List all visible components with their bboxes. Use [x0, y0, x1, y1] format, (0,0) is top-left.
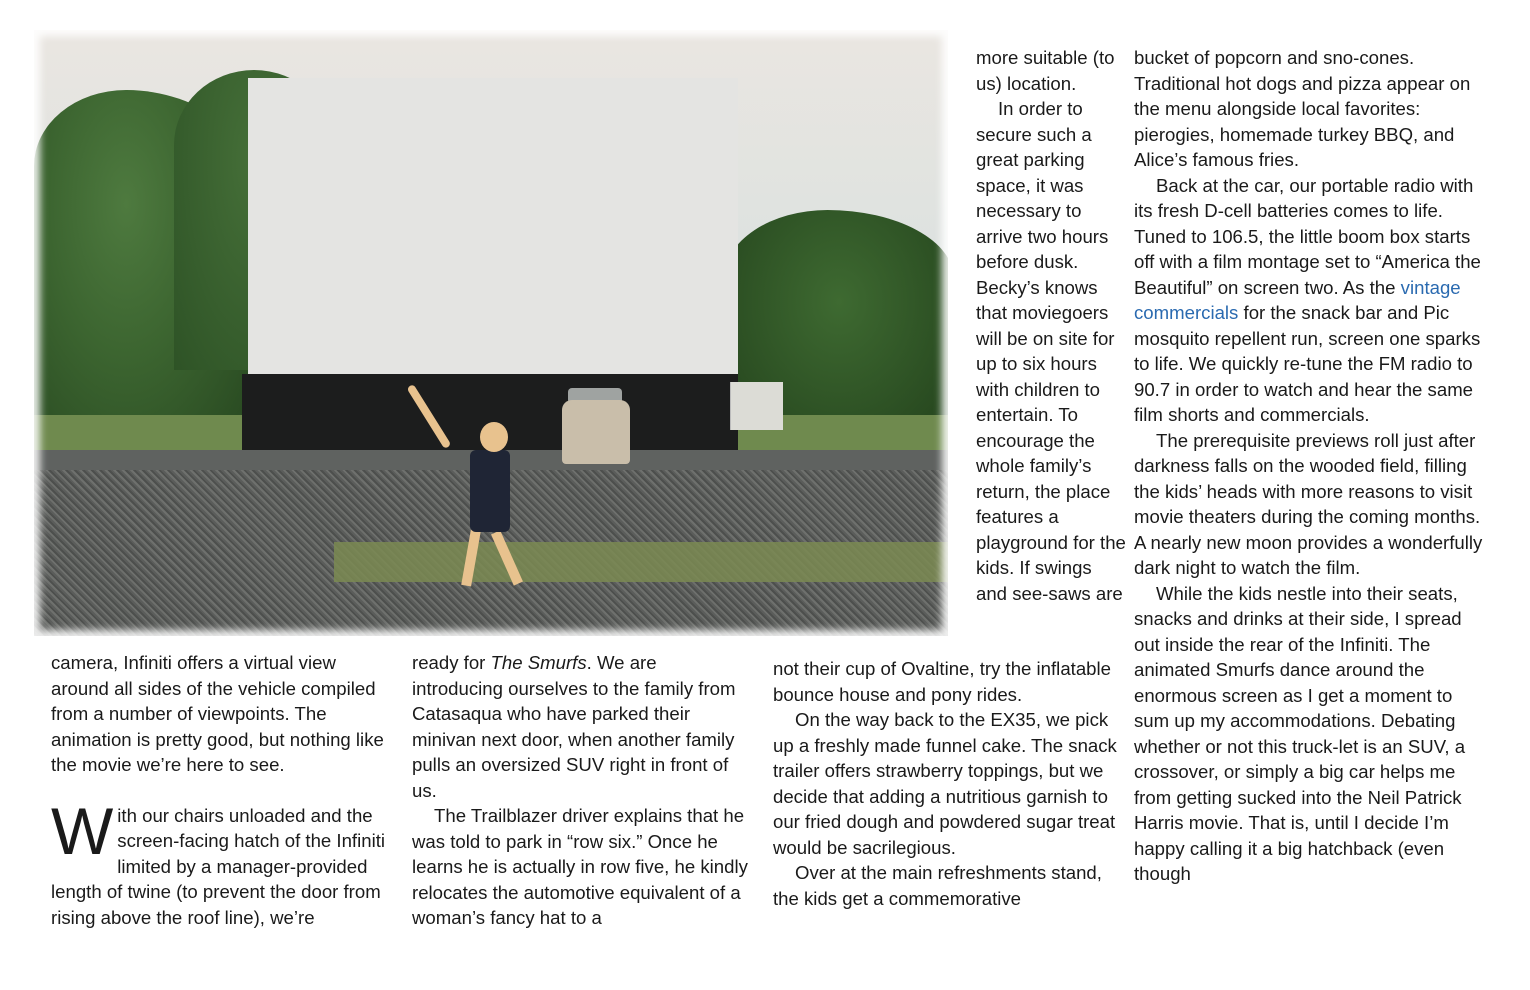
paragraph: camera, Infiniti offers a virtual view around all sides of the vehicle compiled from a number of viewpoints. The animation is pretty good, but nothing like the movie we’re here to see.	[51, 652, 384, 775]
article-column-1	[51, 650, 396, 930]
paragraph: more suitable (to us) location.	[976, 47, 1115, 94]
paragraph-text: ith our chairs unloaded and the screen-facing hatch of the Infiniti limited by a manager-provided length of twine (to prevent the door from rising above the roof line), we’re	[51, 804, 385, 928]
photo-deckled-edge	[34, 30, 948, 636]
text-run: for the snack bar and Pic mosquito repellent run, screen one sparks to life. We quickly re-tune the FM radio to 90.7 in order to watch and hear the same film shorts and commercials.	[1134, 302, 1481, 425]
paragraph: The Trailblazer driver explains that he was told to park in “row six.” Once he learns he is actually in row five, he kindly relocates the automotive equivalent of a woman’s fancy hat to a	[412, 805, 748, 928]
paragraph: Over at the main refreshments stand, the kids get a commemorative	[773, 862, 1102, 909]
paragraph: While the kids nestle into their seats, snacks and drinks at their side, I spread out inside the rear of the Infiniti. The animated Smurfs dance around the enormous screen as I get a moment to sum up my accommodations. Debating whether or not this truck-let is an SUV, a crossover, or simply a big car helps me from getting sucked into the Neil Patrick Harris movie. That is, until I decide I’m happy calling it a big hatchback (even though	[1134, 582, 1466, 884]
text-run: Back at the car, our portable radio with its fresh D-cell batteries comes to life. Tuned to 106.5, the little boom box starts off with a film montage set to “America the Beautiful” on screen two. As the	[1134, 174, 1481, 298]
article-column-3-top	[976, 45, 1126, 606]
article-column-4	[1134, 45, 1484, 887]
paragraph	[412, 650, 752, 803]
drive-in-photo	[34, 30, 948, 636]
paragraph: In order to secure such a great parking space, it was necessary to arrive two hours before dusk. Becky’s knows that moviegoers will be on site for up to six hours with children to entertain. To encourage the whole family’s return, the place features a playground for the kids. If swings and see-saws are	[976, 98, 1126, 604]
paragraph: The prerequisite previews roll just after darkness falls on the wooded field, filling the kids’ heads with more reasons to visit movie theaters during the coming months. A nearly new moon provides a wonderfully dark night to watch the film.	[1134, 429, 1483, 578]
text-run: ready for	[412, 652, 491, 673]
paragraph: On the way back to the EX35, we pick up a freshly made funnel cake. The snack trailer offers strawberry toppings, but we decide that adding a nutritious garnish to our fried dough and powdered sugar treat would be sacrilegious.	[773, 709, 1117, 858]
vintage-commercials-link[interactable]: vintage commercials	[1134, 276, 1461, 323]
article-column-2	[412, 650, 752, 931]
paragraph: bucket of popcorn and sno-cones. Traditional hot dogs and pizza appear on the menu alongside local favorites: pierogies, homemade turkey BBQ, and Alice’s famous fries.	[1134, 47, 1471, 170]
movie-title: The Smurfs	[490, 652, 587, 673]
paragraph: not their cup of Ovaltine, try the inflatable bounce house and pony rides.	[773, 658, 1111, 705]
article-column-3-bottom	[773, 656, 1118, 911]
drop-cap: W	[51, 793, 114, 868]
paragraph	[1134, 173, 1484, 428]
text-run: . We are introducing ourselves to the family from Catasaqua who have parked their minivan next door, when another family pulls an oversized SUV right in front of us.	[412, 652, 736, 801]
paragraph-dropcap	[51, 793, 396, 931]
